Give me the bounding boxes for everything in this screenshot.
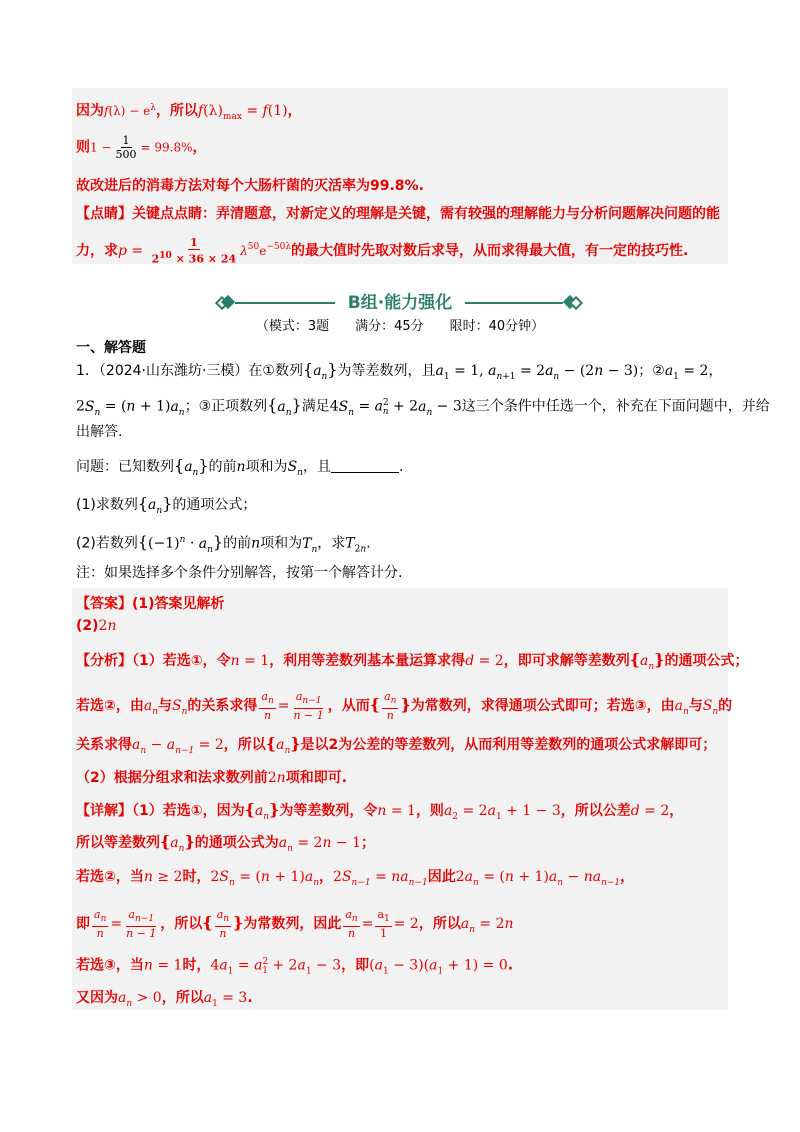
text: ，所以公差	[560, 803, 631, 819]
text: ，所以	[155, 103, 198, 119]
fraction: $\frac{a_{n-1}}{n - 1}$	[126, 908, 157, 941]
text: ，所以	[418, 916, 461, 933]
answer-blank	[331, 458, 399, 473]
text: ，	[708, 363, 723, 379]
fraction: $\frac{a_n}{n}$	[216, 908, 230, 941]
text: ，即可求解等差数列	[503, 653, 630, 669]
divider	[235, 302, 335, 304]
text: ，	[620, 869, 635, 885]
text: ；③正项数列	[184, 398, 268, 415]
text: ，	[192, 139, 207, 156]
text: 若选③，当	[76, 957, 144, 974]
prev-line-2: 则1 − $\frac{1}{500}$ = 99.8%，	[76, 134, 207, 161]
text: ，所以	[161, 990, 204, 1006]
text: .	[398, 459, 404, 475]
text: 的通项公式为	[194, 835, 279, 851]
text: 若选②，由	[76, 698, 144, 715]
answer-line-1	[76, 594, 225, 614]
text: ，	[287, 103, 302, 119]
detail-line-3: 若选②，当n ≥ 2时，$2S_n = (n + 1)a_n$，$2S_{n-1} = na_{n-1}$因此$2a_n = (n + 1)a_n - na_{n-1}$，	[76, 869, 635, 888]
answer-line-2: (2)2n	[76, 618, 117, 634]
text: 时，	[182, 869, 211, 885]
tip-label: 【点睛】	[76, 206, 132, 222]
fraction: $\frac{a_n}{n}$	[384, 690, 397, 723]
text: 是以2为公差的等差数列，从而利用等差数列的通项公式求解即可；	[300, 737, 717, 753]
text: 因为	[76, 103, 104, 119]
fraction: $\frac{1}{500}$	[115, 134, 137, 161]
fraction: $\frac{1}{2^{10} \times 36 \times 24}$	[151, 236, 237, 266]
text: ；	[361, 835, 376, 851]
text: ；②	[638, 363, 665, 379]
text: 与	[158, 698, 173, 715]
detail-line-2: 所以等差数列$\{a_n\}$的通项公式为$a_n = 2n - 1$；	[76, 832, 376, 854]
text: ，则	[415, 803, 444, 819]
text: 时，	[182, 957, 211, 974]
text: 的通项公式；	[172, 497, 257, 513]
text: (1)求数列	[76, 497, 138, 513]
text: 的最大值时先取对数后求导，从而求得最大值，有一定的技巧性.	[291, 242, 689, 259]
text: .	[366, 535, 371, 552]
text: ，利用等差数列基本量运算求得	[269, 653, 466, 669]
answer-label: 【答案】	[76, 596, 132, 612]
analysis-line-4: （2）根据分组求和法求数列前2n项和即可.	[76, 770, 348, 786]
fraction: $\frac{a_n}{n}$	[345, 908, 358, 941]
prev-line-1: 因为$f(\lambda) - e^\lambda$，所以$f(\lambda)_{max} = f(1)$，	[76, 103, 302, 122]
text: ，	[669, 803, 684, 819]
text: 满足	[301, 398, 330, 415]
fraction: $\frac{a_{n-1}}{n - 1}$	[293, 690, 324, 723]
text: 关键点点睛：弄清题意，对新定义的理解是关键，需有较强的理解能力与分析问题解决问题的能	[132, 206, 720, 222]
text: 的前	[208, 459, 237, 475]
text: （1）若选①，因为	[132, 803, 245, 819]
text: 为等差数列，令	[279, 803, 378, 819]
text: 所以等差数列	[76, 835, 160, 851]
text: 这三个条件中任选一个，补充在下面问题中，并给	[461, 398, 770, 415]
fraction: $\frac{a_n}{n}$	[94, 908, 107, 941]
text: ，	[319, 869, 334, 885]
analysis-label: 【分析】	[76, 653, 132, 669]
tip-line-1	[76, 204, 720, 224]
tip-line-2: 力，求p = $\frac{1}{2^{10} \times 36 \times 24}$ $\lambda^{50}e^{-50\lambda}$的最大值时先取对数后求导，从而求得最大值，有一定的技巧性.	[76, 236, 689, 266]
section-title: B组·能力强化	[335, 290, 465, 316]
text: 的关系求得	[187, 698, 258, 715]
detail-line-5: 若选③，当n = 1时，$4a_1 = a^2_1 + 2a_1 - 3$，即$(a_1 - 3)(a_1 + 1) = 0$.	[76, 957, 514, 977]
analysis-line-2: 若选②，由$a_n$与$S_n$的关系求得 $\frac{a_n}{n}$ = $\frac{a_{n-1}}{n - 1}$ ，从而{ $\frac{a_n}{n}$ }为常数列，求得通项公式即可；若选③，由$a_n$与$S_n$的	[76, 690, 733, 723]
text: 又因为	[76, 990, 118, 1006]
text: 若选②，当	[76, 869, 144, 885]
detail-line-6: 又因为$a_n > 0$，所以$a_1 = 3$.	[76, 990, 253, 1009]
text: 项和即可.	[285, 770, 348, 786]
question-1: (1)求数列$\{a_n\}$的通项公式；	[76, 494, 257, 516]
text: 的	[718, 698, 733, 715]
question-2: (2)若数列$\{(-1)^n \cdot a_n\}$的前n项和为$T_n$，求$T_{2n}$.	[76, 532, 371, 555]
text: 关系求得	[76, 737, 132, 753]
text: (2)	[76, 618, 99, 634]
problem-line-3: 出解答.	[76, 424, 123, 440]
text: 与	[688, 698, 703, 715]
detail-label: 【详解】	[76, 803, 132, 819]
divider	[465, 302, 563, 304]
problem-line-2: $2S_n = (n + 1)a_n$；③正项数列$\{a_n\}$满足$4S_n = a^2_n + 2a_n - 3$这三个条件中任选一个，补充在下面问题中，并给	[76, 395, 770, 418]
problem-line-1: 1．（2024·山东潍坊·三模）在①数列$\{a_n\}$为等差数列，且$a_1 = 1$, $a_{n+1} = 2a_n - (2n - 3)$；$②a_1 = 2$，	[76, 360, 723, 382]
fraction: $\frac{a_1}{1}$	[377, 908, 390, 941]
prev-line-3: 故改进后的消毒方法对每个大肠杆菌的灭活率为99.8%.	[76, 178, 424, 194]
text: 为常数列，因此	[243, 916, 342, 933]
text: 1．（2024·山东潍坊·三模）在①数列	[76, 363, 303, 379]
text: 项和为	[260, 535, 303, 552]
text: 力，求	[76, 242, 118, 259]
analysis-line-3: 关系求得$a_n - a_{n-1} = 2$，所以$\{a_n\}$是以2为公差的等差数列，从而利用等差数列的通项公式求解即可；	[76, 734, 717, 756]
text: ，所以	[223, 737, 266, 753]
section-header	[215, 290, 585, 316]
text: （1）若选①，令	[132, 653, 231, 669]
text: .	[247, 990, 253, 1006]
text: ，求	[317, 535, 346, 552]
text: ，从而	[327, 698, 370, 715]
text: 问题：已知数列	[76, 459, 174, 475]
text: 即	[76, 916, 90, 933]
text: 则	[76, 139, 90, 156]
text: (1)答案见解析	[132, 596, 225, 612]
text: （2）根据分组求和法求数列前	[76, 770, 268, 786]
text: ，且	[302, 459, 331, 475]
analysis-line-1: 【分析】（1）若选①，令n = 1，利用等差数列基本量运算求得d = 2，即可求解等差数列$\{a_n\}$的通项公式；	[76, 650, 749, 672]
problem-note: 注：如果选择多个条件分别解答，按第一个解答计分.	[76, 565, 403, 581]
section-mode: （模式：3题 满分：45分 限时：40分钟）	[255, 319, 545, 334]
detail-line-1: 【详解】（1）若选①，因为$\{a_n\}$为等差数列，令n = 1，则$a_2 = 2a_1 + 1 - 3$，所以公差d = 2，	[76, 800, 684, 822]
text: 的前	[223, 535, 252, 552]
text: 为等差数列，且	[337, 363, 436, 379]
text: 项和为	[245, 459, 288, 475]
text: ，即	[341, 957, 370, 974]
detail-line-4: 即 $\frac{a_n}{n}$ = $\frac{a_{n-1}}{n - 1}$ ，所以{ $\frac{a_n}{n}$ }为常数列，因此 $\frac{a_n}{n}$ = $\frac{a_1}{1}$ = 2，所以$a_n = 2n$	[76, 908, 514, 941]
problem-line-4: 问题：已知数列$\{a_n\}$的前n项和为$S_n$，且 .	[76, 456, 404, 478]
text: ，所以	[160, 916, 203, 933]
text: (2)若数列	[76, 535, 138, 552]
text: 的通项公式；	[664, 653, 749, 669]
text: .	[507, 957, 514, 974]
part-heading: 一、解答题	[76, 340, 146, 356]
text: 因此	[427, 869, 456, 885]
text: 为常数列，求得通项公式即可；若选③，由	[410, 698, 675, 715]
fraction: $\frac{a_n}{n}$	[261, 690, 274, 723]
